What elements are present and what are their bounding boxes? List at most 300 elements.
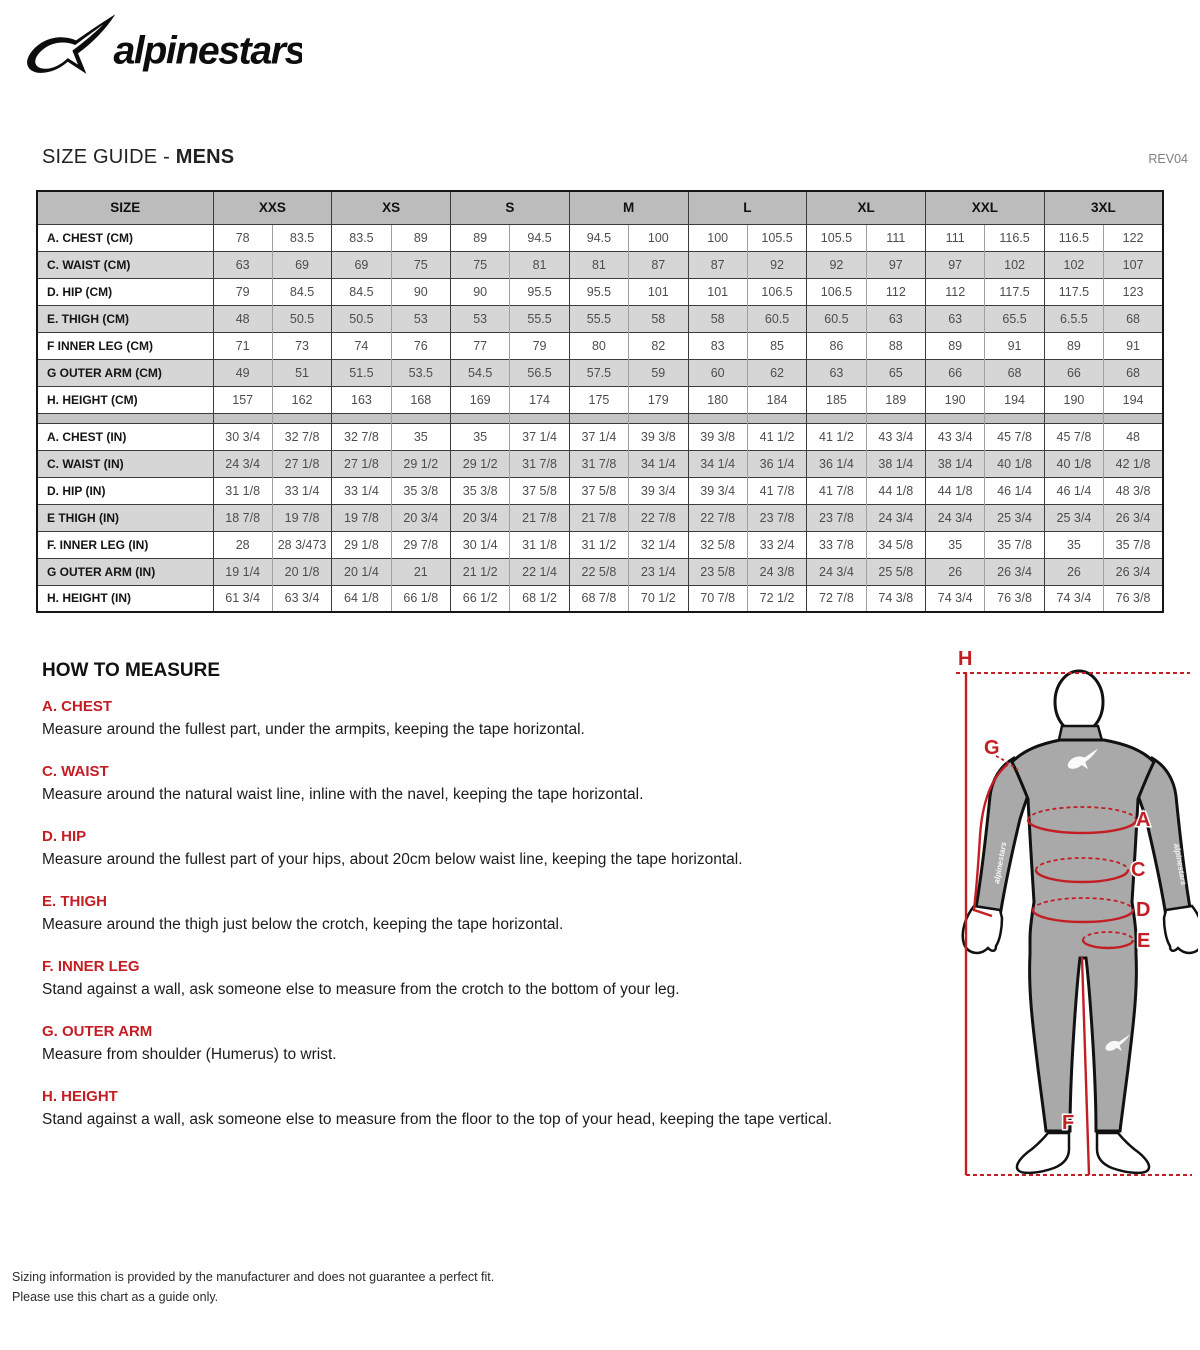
value-cell: 101 xyxy=(629,278,688,305)
value-cell: 66 1/8 xyxy=(391,585,450,612)
row-label-cell: E THIGH (IN) xyxy=(37,504,213,531)
spacer-cell xyxy=(391,413,450,423)
value-cell: 40 1/8 xyxy=(985,450,1044,477)
value-cell: 60.5 xyxy=(747,305,806,332)
value-cell: 35 3/8 xyxy=(451,477,510,504)
value-cell: 29 1/8 xyxy=(332,531,391,558)
row-label-cell: H. HEIGHT (IN) xyxy=(37,585,213,612)
value-cell: 61 3/4 xyxy=(213,585,272,612)
value-cell: 22 7/8 xyxy=(629,504,688,531)
measure-block xyxy=(42,893,927,935)
value-cell: 90 xyxy=(391,278,450,305)
value-cell: 174 xyxy=(510,386,569,413)
value-cell: 37 5/8 xyxy=(569,477,628,504)
value-cell: 24 3/4 xyxy=(807,558,866,585)
value-cell: 94.5 xyxy=(569,224,628,251)
value-cell: 80 xyxy=(569,332,628,359)
spacer-cell xyxy=(985,413,1044,423)
value-cell: 37 1/4 xyxy=(510,423,569,450)
value-cell: 34 1/4 xyxy=(688,450,747,477)
value-cell: 76 3/8 xyxy=(985,585,1044,612)
figure-label-outer-arm: G xyxy=(984,737,1000,759)
spacer-cell xyxy=(37,413,213,423)
value-cell: 29 1/2 xyxy=(391,450,450,477)
value-cell: 74 3/8 xyxy=(866,585,925,612)
table-row xyxy=(37,386,1163,413)
value-cell: 157 xyxy=(213,386,272,413)
value-cell: 6.5.5 xyxy=(1044,305,1103,332)
value-cell: 41 7/8 xyxy=(807,477,866,504)
table-row xyxy=(37,305,1163,332)
row-label-cell: C. WAIST (CM) xyxy=(37,251,213,278)
spacer-cell xyxy=(213,413,272,423)
value-cell: 75 xyxy=(451,251,510,278)
table-row xyxy=(37,585,1163,612)
value-cell: 41 7/8 xyxy=(747,477,806,504)
value-cell: 26 3/4 xyxy=(1104,558,1163,585)
table-row xyxy=(37,531,1163,558)
value-cell: 102 xyxy=(1044,251,1103,278)
table-row xyxy=(37,504,1163,531)
value-cell: 60.5 xyxy=(807,305,866,332)
value-cell: 26 xyxy=(1044,558,1103,585)
section-spacer-row xyxy=(37,413,1163,423)
figure-torso-legs xyxy=(1012,740,1154,1131)
value-cell: 35 7/8 xyxy=(985,531,1044,558)
value-cell: 31 1/8 xyxy=(213,477,272,504)
value-cell: 63 xyxy=(866,305,925,332)
value-cell: 22 7/8 xyxy=(688,504,747,531)
value-cell: 194 xyxy=(1104,386,1163,413)
value-cell: 71 xyxy=(213,332,272,359)
value-cell: 78 xyxy=(213,224,272,251)
value-cell: 111 xyxy=(866,224,925,251)
table-row xyxy=(37,450,1163,477)
value-cell: 112 xyxy=(866,278,925,305)
value-cell: 26 xyxy=(926,558,985,585)
value-cell: 35 xyxy=(391,423,450,450)
value-cell: 106.5 xyxy=(807,278,866,305)
value-cell: 40 1/8 xyxy=(1044,450,1103,477)
value-cell: 56.5 xyxy=(510,359,569,386)
body-measurement-diagram xyxy=(936,644,1198,1196)
value-cell: 85 xyxy=(747,332,806,359)
value-cell: 21 xyxy=(391,558,450,585)
spacer-cell xyxy=(1044,413,1103,423)
value-cell: 32 1/4 xyxy=(629,531,688,558)
value-cell: 194 xyxy=(985,386,1044,413)
value-cell: 50.5 xyxy=(332,305,391,332)
measure-block xyxy=(42,763,927,805)
disclaimer-line-2: Please use this chart as a guide only. xyxy=(12,1290,219,1304)
table-row xyxy=(37,477,1163,504)
value-cell: 185 xyxy=(807,386,866,413)
value-cell: 48 3/8 xyxy=(1104,477,1163,504)
value-cell: 75 xyxy=(391,251,450,278)
value-cell: 35 xyxy=(926,531,985,558)
table-row xyxy=(37,278,1163,305)
value-cell: 91 xyxy=(1104,332,1163,359)
value-cell: 66 xyxy=(1044,359,1103,386)
value-cell: 55.5 xyxy=(569,305,628,332)
value-cell: 100 xyxy=(688,224,747,251)
value-cell: 74 3/4 xyxy=(926,585,985,612)
measure-block xyxy=(42,698,927,740)
value-cell: 57.5 xyxy=(569,359,628,386)
value-cell: 68 1/2 xyxy=(510,585,569,612)
value-cell: 190 xyxy=(1044,386,1103,413)
value-cell: 30 1/4 xyxy=(451,531,510,558)
row-label-cell: F INNER LEG (CM) xyxy=(37,332,213,359)
row-label-cell: E. THIGH (CM) xyxy=(37,305,213,332)
value-cell: 81 xyxy=(569,251,628,278)
measure-text: Stand against a wall, ask someone else to measure from the crotch to the bottom of your leg. xyxy=(42,981,680,998)
row-label-cell: G OUTER ARM (CM) xyxy=(37,359,213,386)
value-cell: 65 xyxy=(866,359,925,386)
value-cell: 76 xyxy=(391,332,450,359)
value-cell: 20 3/4 xyxy=(391,504,450,531)
value-cell: 31 1/2 xyxy=(569,531,628,558)
measure-heading: D. HIP xyxy=(42,828,87,845)
value-cell: 25 5/8 xyxy=(866,558,925,585)
value-cell: 59 xyxy=(629,359,688,386)
measure-text: Measure around the thigh just below the crotch, keeping the tape horizontal. xyxy=(42,916,564,933)
value-cell: 63 xyxy=(807,359,866,386)
value-cell: 64 1/8 xyxy=(332,585,391,612)
measure-text: Measure from shoulder (Humerus) to wrist. xyxy=(42,1046,337,1063)
value-cell: 19 7/8 xyxy=(272,504,331,531)
value-cell: 27 1/8 xyxy=(332,450,391,477)
value-cell: 23 7/8 xyxy=(807,504,866,531)
value-cell: 81 xyxy=(510,251,569,278)
value-cell: 44 1/8 xyxy=(866,477,925,504)
spacer-cell xyxy=(807,413,866,423)
value-cell: 35 xyxy=(451,423,510,450)
value-cell: 36 1/4 xyxy=(807,450,866,477)
value-cell: 92 xyxy=(747,251,806,278)
value-cell: 21 7/8 xyxy=(510,504,569,531)
value-cell: 21 7/8 xyxy=(569,504,628,531)
value-cell: 37 5/8 xyxy=(510,477,569,504)
value-cell: 68 xyxy=(1104,359,1163,386)
value-cell: 72 1/2 xyxy=(747,585,806,612)
spacer-cell xyxy=(866,413,925,423)
value-cell: 117.5 xyxy=(1044,278,1103,305)
value-cell: 69 xyxy=(272,251,331,278)
value-cell: 29 1/2 xyxy=(451,450,510,477)
table-row xyxy=(37,423,1163,450)
value-cell: 112 xyxy=(926,278,985,305)
value-cell: 89 xyxy=(1044,332,1103,359)
value-cell: 84.5 xyxy=(272,278,331,305)
value-cell: 105.5 xyxy=(807,224,866,251)
spacer-cell xyxy=(332,413,391,423)
table-row xyxy=(37,251,1163,278)
value-cell: 27 1/8 xyxy=(272,450,331,477)
measure-block xyxy=(42,1023,927,1065)
measure-text: Stand against a wall, ask someone else to measure from the floor to the top of your head, keeping the tape vertical. xyxy=(42,1111,833,1128)
row-label-cell: C. WAIST (IN) xyxy=(37,450,213,477)
value-cell: 35 3/8 xyxy=(391,477,450,504)
page-title-prefix: SIZE GUIDE - xyxy=(42,146,176,168)
table-row xyxy=(37,224,1163,251)
value-cell: 43 3/4 xyxy=(866,423,925,450)
value-cell: 168 xyxy=(391,386,450,413)
figure-left-sleeve-text: alpinestars xyxy=(992,841,1009,885)
spacer-cell xyxy=(926,413,985,423)
value-cell: 23 5/8 xyxy=(688,558,747,585)
value-cell: 38 1/4 xyxy=(926,450,985,477)
value-cell: 94.5 xyxy=(510,224,569,251)
value-cell: 70 1/2 xyxy=(629,585,688,612)
value-cell: 87 xyxy=(688,251,747,278)
spacer-cell xyxy=(569,413,628,423)
value-cell: 116.5 xyxy=(985,224,1044,251)
value-cell: 97 xyxy=(926,251,985,278)
value-cell: 73 xyxy=(272,332,331,359)
table-row xyxy=(37,558,1163,585)
value-cell: 21 1/2 xyxy=(451,558,510,585)
value-cell: 20 3/4 xyxy=(451,504,510,531)
figure-head xyxy=(1055,671,1103,733)
value-cell: 122 xyxy=(1104,224,1163,251)
value-cell: 49 xyxy=(213,359,272,386)
measure-block xyxy=(42,828,927,870)
value-cell: 18 7/8 xyxy=(213,504,272,531)
figure-label-hip: D xyxy=(1136,899,1151,921)
value-cell: 106.5 xyxy=(747,278,806,305)
measure-text: Measure around the fullest part, under the armpits, keeping the tape horizontal. xyxy=(42,721,585,738)
value-cell: 48 xyxy=(213,305,272,332)
value-cell: 105.5 xyxy=(747,224,806,251)
value-cell: 39 3/4 xyxy=(629,477,688,504)
value-cell: 36 1/4 xyxy=(747,450,806,477)
size-table xyxy=(36,190,1164,613)
value-cell: 184 xyxy=(747,386,806,413)
row-label-cell: D. HIP (CM) xyxy=(37,278,213,305)
value-cell: 51.5 xyxy=(332,359,391,386)
value-cell: 163 xyxy=(332,386,391,413)
figure-label-inner-leg: F xyxy=(1062,1112,1075,1134)
value-cell: 162 xyxy=(272,386,331,413)
revision-label: REV04 xyxy=(1148,152,1188,166)
row-label-cell: G OUTER ARM (IN) xyxy=(37,558,213,585)
table-row xyxy=(37,332,1163,359)
value-cell: 23 7/8 xyxy=(747,504,806,531)
value-cell: 66 xyxy=(926,359,985,386)
value-cell: 31 7/8 xyxy=(569,450,628,477)
value-cell: 48 xyxy=(1104,423,1163,450)
disclaimer-line-1: Sizing information is provided by the manufacturer and does not guarantee a perfect fit. xyxy=(12,1270,495,1284)
value-cell: 39 3/8 xyxy=(629,423,688,450)
brand-header xyxy=(22,12,302,78)
value-cell: 102 xyxy=(985,251,1044,278)
spacer-cell xyxy=(688,413,747,423)
value-cell: 74 3/4 xyxy=(1044,585,1103,612)
value-cell: 34 5/8 xyxy=(866,531,925,558)
value-cell: 68 xyxy=(1104,305,1163,332)
value-cell: 83.5 xyxy=(272,224,331,251)
figure-label-thigh: E xyxy=(1137,930,1151,952)
value-cell: 33 1/4 xyxy=(272,477,331,504)
value-cell: 95.5 xyxy=(510,278,569,305)
value-cell: 45 7/8 xyxy=(985,423,1044,450)
size-column-header: SIZE xyxy=(37,191,213,224)
measure-heading: F. INNER LEG xyxy=(42,958,140,975)
value-cell: 20 1/4 xyxy=(332,558,391,585)
value-cell: 53 xyxy=(391,305,450,332)
size-group-header-m: M xyxy=(569,191,688,224)
size-group-header-l: L xyxy=(688,191,807,224)
value-cell: 33 7/8 xyxy=(807,531,866,558)
value-cell: 23 1/4 xyxy=(629,558,688,585)
value-cell: 53 xyxy=(451,305,510,332)
value-cell: 89 xyxy=(391,224,450,251)
value-cell: 24 3/4 xyxy=(866,504,925,531)
value-cell: 30 3/4 xyxy=(213,423,272,450)
value-cell: 84.5 xyxy=(332,278,391,305)
value-cell: 117.5 xyxy=(985,278,1044,305)
value-cell: 179 xyxy=(629,386,688,413)
value-cell: 116.5 xyxy=(1044,224,1103,251)
figure-right-foot xyxy=(1097,1133,1149,1173)
value-cell: 180 xyxy=(688,386,747,413)
value-cell: 24 3/4 xyxy=(926,504,985,531)
row-label-cell: D. HIP (IN) xyxy=(37,477,213,504)
value-cell: 42 1/8 xyxy=(1104,450,1163,477)
row-label-cell: F. INNER LEG (IN) xyxy=(37,531,213,558)
figure-label-chest: A xyxy=(1136,809,1151,831)
value-cell: 66 1/2 xyxy=(451,585,510,612)
value-cell: 68 7/8 xyxy=(569,585,628,612)
figure-label-waist: C xyxy=(1131,859,1146,881)
value-cell: 87 xyxy=(629,251,688,278)
alpinestars-logo-icon xyxy=(22,12,302,78)
table-row xyxy=(37,359,1163,386)
value-cell: 25 3/4 xyxy=(985,504,1044,531)
value-cell: 83 xyxy=(688,332,747,359)
value-cell: 26 3/4 xyxy=(985,558,1044,585)
spacer-cell xyxy=(451,413,510,423)
value-cell: 50.5 xyxy=(272,305,331,332)
value-cell: 28 3/473 xyxy=(272,531,331,558)
value-cell: 25 3/4 xyxy=(1044,504,1103,531)
how-to-measure-title: HOW TO MEASURE xyxy=(42,660,221,681)
measure-block xyxy=(42,958,927,1000)
value-cell: 89 xyxy=(926,332,985,359)
value-cell: 31 7/8 xyxy=(510,450,569,477)
value-cell: 72 7/8 xyxy=(807,585,866,612)
row-label-cell: A. CHEST (CM) xyxy=(37,224,213,251)
value-cell: 101 xyxy=(688,278,747,305)
value-cell: 123 xyxy=(1104,278,1163,305)
value-cell: 68 xyxy=(985,359,1044,386)
value-cell: 33 1/4 xyxy=(332,477,391,504)
row-label-cell: A. CHEST (IN) xyxy=(37,423,213,450)
figure-right-hand xyxy=(1164,906,1198,953)
value-cell: 86 xyxy=(807,332,866,359)
size-group-header-xs: XS xyxy=(332,191,451,224)
value-cell: 32 7/8 xyxy=(332,423,391,450)
disclaimer-footer xyxy=(12,1267,494,1307)
value-cell: 45 7/8 xyxy=(1044,423,1103,450)
value-cell: 39 3/4 xyxy=(688,477,747,504)
value-cell: 63 xyxy=(213,251,272,278)
value-cell: 62 xyxy=(747,359,806,386)
value-cell: 31 1/8 xyxy=(510,531,569,558)
spacer-cell xyxy=(272,413,331,423)
svg-text:alpinestars: alpinestars xyxy=(113,29,302,73)
value-cell: 77 xyxy=(451,332,510,359)
value-cell: 51 xyxy=(272,359,331,386)
value-cell: 46 1/4 xyxy=(985,477,1044,504)
value-cell: 95.5 xyxy=(569,278,628,305)
row-label-cell: H. HEIGHT (CM) xyxy=(37,386,213,413)
value-cell: 111 xyxy=(926,224,985,251)
value-cell: 70 7/8 xyxy=(688,585,747,612)
value-cell: 38 1/4 xyxy=(866,450,925,477)
value-cell: 41 1/2 xyxy=(807,423,866,450)
size-table-header-row xyxy=(37,191,1163,224)
value-cell: 26 3/4 xyxy=(1104,504,1163,531)
value-cell: 35 xyxy=(1044,531,1103,558)
value-cell: 28 xyxy=(213,531,272,558)
value-cell: 32 5/8 xyxy=(688,531,747,558)
value-cell: 89 xyxy=(451,224,510,251)
value-cell: 63 xyxy=(926,305,985,332)
value-cell: 76 3/8 xyxy=(1104,585,1163,612)
value-cell: 19 1/4 xyxy=(213,558,272,585)
value-cell: 39 3/8 xyxy=(688,423,747,450)
spacer-cell xyxy=(747,413,806,423)
value-cell: 190 xyxy=(926,386,985,413)
measure-heading: H. HEIGHT xyxy=(42,1088,118,1105)
value-cell: 90 xyxy=(451,278,510,305)
value-cell: 79 xyxy=(510,332,569,359)
value-cell: 92 xyxy=(807,251,866,278)
size-group-header-xl: XL xyxy=(807,191,926,224)
measure-heading: C. WAIST xyxy=(42,763,109,780)
value-cell: 46 1/4 xyxy=(1044,477,1103,504)
value-cell: 55.5 xyxy=(510,305,569,332)
value-cell: 69 xyxy=(332,251,391,278)
value-cell: 189 xyxy=(866,386,925,413)
page-title xyxy=(42,146,234,169)
measure-text: Measure around the natural waist line, inline with the navel, keeping the tape horizontal. xyxy=(42,786,644,803)
value-cell: 22 1/4 xyxy=(510,558,569,585)
value-cell: 34 1/4 xyxy=(629,450,688,477)
size-group-header-xxl: XXL xyxy=(926,191,1045,224)
spacer-cell xyxy=(1104,413,1163,423)
spacer-cell xyxy=(510,413,569,423)
measure-heading: G. OUTER ARM xyxy=(42,1023,153,1040)
measure-heading: A. CHEST xyxy=(42,698,113,715)
value-cell: 20 1/8 xyxy=(272,558,331,585)
value-cell: 91 xyxy=(985,332,1044,359)
how-to-measure-section xyxy=(42,660,927,1153)
figure-label-height: H xyxy=(958,648,973,670)
spacer-cell xyxy=(629,413,688,423)
value-cell: 169 xyxy=(451,386,510,413)
value-cell: 19 7/8 xyxy=(332,504,391,531)
measure-heading: E. THIGH xyxy=(42,893,108,910)
value-cell: 60 xyxy=(688,359,747,386)
size-group-header-s: S xyxy=(451,191,570,224)
value-cell: 24 3/4 xyxy=(213,450,272,477)
value-cell: 88 xyxy=(866,332,925,359)
size-group-header-xxs: XXS xyxy=(213,191,332,224)
value-cell: 54.5 xyxy=(451,359,510,386)
